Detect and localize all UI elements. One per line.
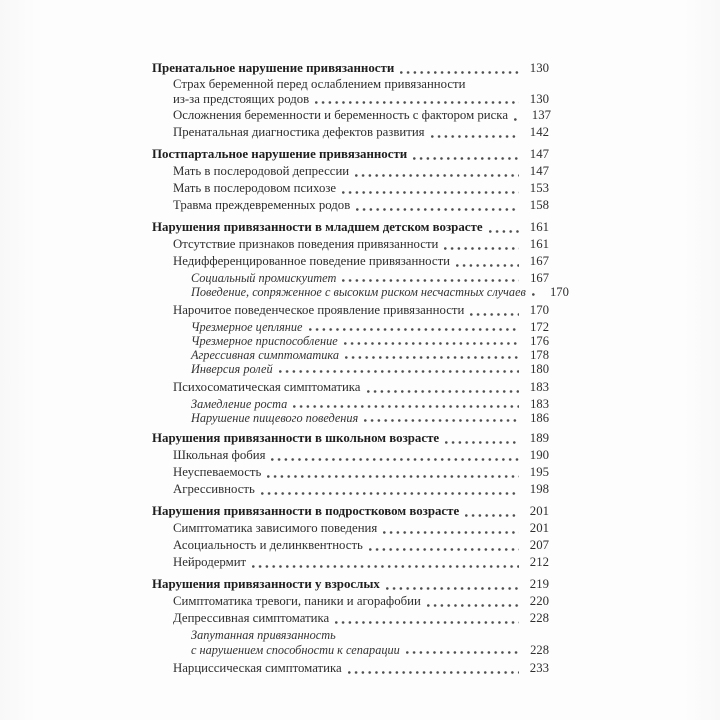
page-number: 147 — [529, 164, 549, 178]
toc-entry — [152, 362, 549, 376]
toc-entry-row — [173, 464, 549, 481]
page-number: 201 — [529, 504, 549, 518]
toc-entry-row — [191, 348, 549, 362]
dot-leader — [465, 514, 519, 517]
dot-leader — [364, 419, 519, 422]
toc-entry — [152, 411, 549, 425]
toc-entry — [152, 628, 549, 657]
toc-entry-row — [191, 285, 569, 299]
toc-entry-title-line1: Запутанная привязанность — [191, 628, 336, 642]
toc-entry-title: Неуспеваемость — [173, 465, 262, 479]
page-number: 189 — [529, 431, 549, 445]
dot-leader — [444, 247, 519, 250]
toc-entry-row — [173, 197, 549, 214]
page-number: 137 — [531, 108, 551, 122]
toc-entry — [152, 430, 549, 447]
toc-entry — [152, 107, 549, 124]
toc-entry-title: Школьная фобия — [173, 448, 266, 462]
toc-entry-title: Нарушения привязанности в подростковом возрасте — [152, 504, 460, 518]
toc-entry-row — [191, 334, 549, 348]
toc-entry-title: Нарушения привязанности в школьном возрасте — [152, 431, 440, 445]
toc-entry — [152, 124, 549, 141]
toc-entry-row — [173, 593, 549, 610]
toc-entry-title: Нарушение пищевого поведения — [191, 411, 359, 425]
dot-leader — [335, 621, 519, 624]
toc-entry-title-line1: Страх беременной перед ослаблением привязанности — [173, 77, 466, 91]
toc-entry — [152, 379, 549, 396]
toc-entry-title: Поведение, сопряженное с высоким риском несчастных случаев — [191, 285, 526, 299]
toc-entry-title: Нарушения привязанности в младшем детском возрасте — [152, 220, 483, 234]
page-number: 172 — [530, 320, 549, 334]
toc-entry — [152, 334, 549, 348]
dot-leader — [427, 604, 519, 607]
page-number: 220 — [529, 594, 549, 608]
dot-leader — [261, 492, 519, 495]
toc-entry-row — [173, 163, 549, 180]
toc-entry-title: Отсутствие признаков поведения привязанности — [173, 237, 439, 251]
toc-entry — [152, 520, 549, 537]
dot-leader — [342, 191, 519, 194]
dot-leader — [400, 71, 519, 74]
toc-entry-row — [173, 537, 549, 554]
toc-entry-row — [191, 320, 549, 334]
dot-leader — [367, 390, 520, 393]
page-number: 170 — [529, 303, 549, 317]
dot-leader — [355, 174, 519, 177]
dot-leader — [267, 475, 519, 478]
page-number: 180 — [530, 362, 549, 376]
toc-entry-title: Нарочитое поведенческое проявление привязанности — [173, 303, 465, 317]
dot-leader — [532, 293, 539, 296]
dot-leader — [356, 208, 519, 211]
toc-entry-title: Пренатальная диагностика дефектов развития — [173, 125, 425, 139]
page-number: 201 — [529, 521, 549, 535]
toc-entry-row — [173, 236, 549, 253]
toc-entry-row — [173, 447, 549, 464]
toc-entry — [152, 481, 549, 498]
dot-leader — [431, 135, 519, 138]
toc-entry — [152, 397, 549, 411]
toc-entry-title: Депрессивная симптоматика — [173, 611, 330, 625]
toc-entry — [152, 180, 549, 197]
toc-entry — [152, 576, 549, 593]
toc-entry-row — [173, 660, 549, 677]
toc-entry-title: Травма преждевременных родов — [173, 198, 351, 212]
dot-leader — [271, 458, 519, 461]
toc-entry-title: Осложнения беременности и беременность с фактором риска — [173, 108, 508, 122]
page-number: 167 — [530, 271, 549, 285]
toc-entry-title: Симптоматика зависимого поведения — [173, 521, 378, 535]
toc-entry — [152, 271, 549, 285]
dot-leader — [348, 671, 519, 674]
page-number: 190 — [529, 448, 549, 462]
page-number: 176 — [530, 334, 549, 348]
page-number: 170 — [549, 285, 569, 299]
toc-entry-row — [152, 146, 549, 163]
page-number: 228 — [529, 611, 549, 625]
dot-leader — [345, 356, 519, 359]
toc-entry-title: Психосоматическая симптоматика — [173, 380, 361, 394]
dot-leader — [413, 157, 519, 160]
toc-entry — [152, 302, 549, 319]
dot-leader — [456, 264, 519, 267]
dot-leader — [470, 313, 519, 316]
toc-entry-row — [173, 253, 549, 270]
toc-entry — [152, 464, 549, 481]
toc-entry — [152, 554, 549, 571]
dot-leader — [406, 651, 519, 654]
dot-leader — [369, 548, 519, 551]
toc-entry-row — [173, 610, 549, 627]
toc-entry-title: Асоциальность и делинквентность — [173, 538, 363, 552]
page-number: 153 — [529, 181, 549, 195]
page-number: 147 — [529, 147, 549, 161]
toc-entry — [152, 537, 549, 554]
dot-leader — [252, 565, 519, 568]
page-number: 178 — [530, 348, 549, 362]
toc-entry — [152, 60, 549, 77]
toc-entry-row — [152, 219, 549, 236]
toc-entry — [152, 163, 549, 180]
dot-leader — [315, 101, 519, 104]
dot-leader — [383, 531, 519, 534]
dot-leader — [489, 230, 519, 233]
dot-leader — [309, 328, 520, 331]
toc-entry-title: Нарциссическая симптоматика — [173, 660, 342, 675]
toc-entry — [152, 610, 549, 627]
toc-entry-row — [152, 60, 549, 77]
toc-entry-title: Нарушения привязанности у взрослых — [152, 577, 380, 591]
toc-entry-row — [191, 271, 549, 285]
toc-entry-title: Недифференцированное поведение привязанности — [173, 254, 451, 268]
page-number: 219 — [529, 577, 549, 591]
toc-entry-title: Пренатальное нарушение привязанности — [152, 61, 395, 75]
toc-entry-row — [173, 124, 549, 141]
toc-entry-title: Нейродермит — [173, 555, 247, 569]
toc-entry-row — [173, 481, 549, 498]
dot-leader — [386, 587, 519, 590]
toc-entry-row — [191, 362, 549, 376]
toc-entry-title: Симптоматика тревоги, паники и агорафобии — [173, 594, 421, 608]
page-number: 198 — [529, 482, 549, 496]
toc-entry — [152, 219, 549, 236]
toc-entry-row — [152, 430, 549, 447]
toc-entry-row — [173, 107, 549, 124]
toc-entry — [152, 660, 549, 677]
page-number: 130 — [529, 92, 549, 106]
toc-entry-row — [152, 503, 549, 520]
toc-entry-title: Инверсия ролей — [191, 362, 273, 376]
dot-leader — [342, 279, 519, 282]
toc-entry-title: Чрезмерное приспособление — [191, 334, 338, 348]
toc-entry — [152, 146, 549, 163]
toc-entry-title-line2: с нарушением способности к сепарации — [191, 642, 400, 657]
toc-entry — [152, 285, 569, 299]
page-number: 195 — [529, 465, 549, 479]
page-number: 130 — [529, 61, 549, 75]
toc-entry-row — [173, 379, 549, 396]
toc-entry-row — [173, 180, 549, 197]
toc-entry-title: Замедление роста — [191, 397, 288, 411]
toc-entry-row — [173, 520, 549, 537]
dot-leader — [279, 370, 519, 373]
toc-entry-row — [173, 92, 549, 107]
toc-entry-row — [191, 411, 549, 425]
toc-entry-row — [191, 397, 549, 411]
toc-entry-title: Агрессивная симптоматика — [191, 348, 339, 362]
page-number: 161 — [529, 237, 549, 251]
dot-leader — [293, 405, 519, 408]
page-number: 183 — [529, 380, 549, 394]
dot-leader — [445, 441, 519, 444]
page-number: 161 — [529, 220, 549, 234]
toc-entry — [152, 236, 549, 253]
toc-entry — [152, 320, 549, 334]
toc-entry-title: Мать в послеродовом психозе — [173, 181, 337, 195]
toc-entry — [152, 348, 549, 362]
toc-entry — [152, 503, 549, 520]
toc-entry-row — [191, 643, 549, 657]
toc-entry-row — [152, 576, 549, 593]
toc-entry-row — [173, 554, 549, 571]
page-number: 142 — [529, 125, 549, 139]
dot-leader — [514, 118, 521, 121]
toc-entry-title: Социальный промискуитет — [191, 271, 337, 285]
page-number: 183 — [530, 397, 549, 411]
toc-entry-title-line2: из-за предстоящих родов — [173, 92, 310, 106]
toc-entry-title: Мать в послеродовой депрессии — [173, 164, 350, 178]
toc-entry-title: Чрезмерное цепляние — [191, 320, 303, 334]
toc-entry — [152, 447, 549, 464]
page-number: 228 — [530, 642, 549, 657]
page-number: 212 — [529, 555, 549, 569]
dot-leader — [344, 342, 519, 345]
page-number: 167 — [529, 254, 549, 268]
page-number: 158 — [529, 198, 549, 212]
toc-entry — [152, 197, 549, 214]
page-number: 186 — [530, 411, 549, 425]
toc-entry — [152, 593, 549, 610]
toc-entry — [152, 77, 549, 107]
page-number: 233 — [529, 660, 549, 675]
toc-entry-title: Постпартальное нарушение привязанности — [152, 147, 408, 161]
toc-entry — [152, 253, 549, 270]
toc-entry-title: Агрессивность — [173, 482, 255, 496]
toc-entry-row — [173, 302, 549, 319]
page-number: 207 — [529, 538, 549, 552]
table-of-contents — [152, 60, 569, 677]
